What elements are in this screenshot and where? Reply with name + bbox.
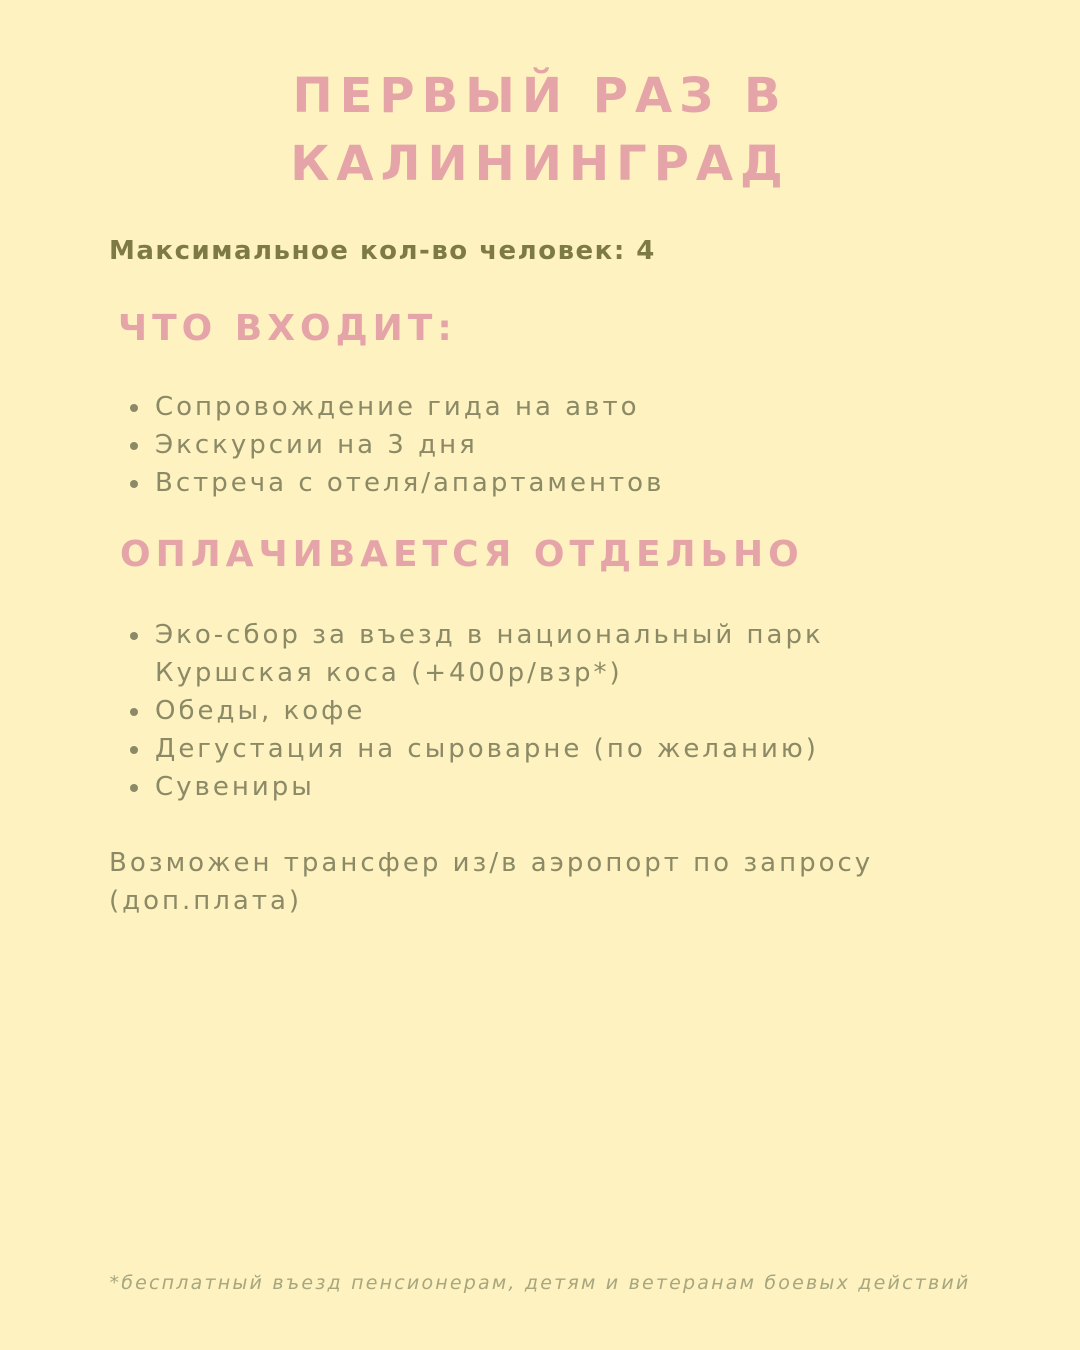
list-item-text: Экскурсии на 3 дня — [155, 430, 478, 460]
list-item — [0, 768, 855, 806]
list-item — [0, 692, 855, 730]
transfer-note: Возможен трансфер из/в аэропорт по запросу (доп.плата) — [109, 848, 874, 916]
list-item — [0, 388, 855, 426]
extra-list — [0, 616, 855, 806]
footnote: *бесплатный въезд пенсионерам, детям и ветеранам боевых действий — [109, 1272, 971, 1294]
bullet-icon — [130, 404, 138, 412]
included-list — [0, 388, 855, 502]
list-item — [0, 616, 855, 692]
max-people-label: Максимальное кол-во человек: 4 — [109, 236, 656, 266]
bullet-icon — [130, 746, 138, 754]
bullet-icon — [130, 442, 138, 450]
bullet-icon — [130, 784, 138, 792]
list-item — [0, 464, 855, 502]
extra-heading: ОПЛАЧИВАЕТСЯ ОТДЕЛЬНО — [120, 534, 804, 575]
included-heading: ЧТО ВХОДИТ: — [118, 308, 457, 349]
list-item — [0, 426, 855, 464]
list-item-text: Дегустация на сыроварне (по желанию) — [155, 734, 819, 764]
title-line-2: КАЛИНИНГРАД — [290, 136, 790, 192]
list-item-text: Сувениры — [155, 772, 315, 802]
bullet-icon — [130, 632, 138, 640]
list-item-text: Встреча с отеля/апартаментов — [155, 468, 665, 498]
bullet-icon — [130, 480, 138, 488]
bullet-icon — [130, 708, 138, 716]
list-item-text: Сопровождение гида на авто — [155, 392, 640, 422]
list-item-text: Обеды, кофе — [155, 696, 366, 726]
list-item-text: Эко-сбор за въезд в национальный парк Куршская коса (+400р/взр*) — [155, 620, 824, 688]
title-line-1: ПЕРВЫЙ РАЗ В — [292, 68, 788, 124]
page-title — [0, 62, 1080, 198]
list-item — [0, 730, 855, 768]
